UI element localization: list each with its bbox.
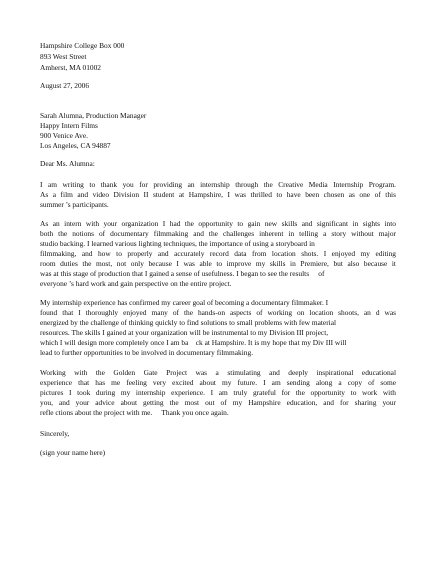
sender-address-line: Amherst, MA 01002 [40, 63, 101, 72]
salutation: Dear Ms. Alumna: [40, 159, 95, 168]
paragraph-line: studio backing. I learned various lighting techniques, the importance of using a storyboard in [40, 239, 315, 248]
paragraph-line: I am writing to thank you for providing an internship through the Creative Media Internship Program. [40, 180, 396, 189]
recipient-address-line: 900 Venice Ave. [40, 131, 88, 140]
paragraph-line: As a film and video Division II student at Hampshire, I was thrilled to have been chosen as one of this [40, 190, 396, 199]
recipient-address-line: Happy Intern Films [40, 121, 98, 130]
recipient-address-line: Sarah Alumna, Production Manager [40, 111, 147, 120]
paragraph-line: which I will design more completely once I am ba ck at Hampshire. It is my hope that my Div III will [40, 338, 347, 347]
paragraph-line: was at this stage of production that I gained a sense of usefulness. I began to see the results of [40, 269, 325, 278]
paragraph-line: refle ctions about the project with me. Thank you once again. [40, 408, 229, 417]
paragraph-line: Working with the Golden Gate Project was a stimulating and deeply inspirational educational [40, 368, 396, 377]
paragraph-line: found that I thoroughly enjoyed many of the hands-on aspects of working on location shoots, an d was [40, 308, 396, 317]
letter-date: August 27, 2006 [40, 81, 90, 90]
paragraph-line: energized by the challenge of thinking quickly to find solutions to small problems with few material [40, 318, 337, 327]
paragraph-line: summer ’s participants. [40, 200, 109, 209]
sender-address-line: 893 West Street [40, 52, 87, 61]
closing: Sincerely, [40, 429, 70, 438]
paragraph-line: filmmaking, and how to properly and accurately record data from location shots. I enjoyed my editing [40, 249, 396, 258]
sender-address-line: Hampshire College Box 000 [40, 41, 125, 50]
paragraph-line: resources. The skills I gained at your organization will be instrumental to my Division III project, [40, 328, 329, 337]
paragraph-line: you, and your advice about getting the most out of my Hampshire education, and for sharing your [40, 398, 396, 407]
paragraph-line: As an intern with your organization I had the opportunity to gain new skills and significant in sights into [40, 219, 396, 228]
signature-placeholder: (sign your name here) [40, 448, 106, 457]
paragraph-line: room duties the most, not only because I was able to improve my skills in Premiere, but also because it [40, 259, 396, 268]
recipient-address-line: Los Angeles, CA 94887 [40, 141, 111, 150]
paragraph-line: pictures I took during my internship experience. I am truly grateful for the opportunity to work with [40, 388, 396, 397]
paragraph-line: lead to further opportunities to be involved in documentary filmmaking. [40, 348, 254, 357]
paragraph-line: both the notions of documentary filmmaking and the challenges inherent in telling a story without major [40, 229, 396, 238]
paragraph-line: My internship experience has confirmed my career goal of becoming a documentary filmmaker. I [40, 298, 329, 307]
paragraph-line: everyone ’s hard work and gain perspective on the entire project. [40, 279, 232, 288]
paragraph-line: experience that has me feeling very excited about my future. I am sending along a copy of some [40, 378, 396, 387]
